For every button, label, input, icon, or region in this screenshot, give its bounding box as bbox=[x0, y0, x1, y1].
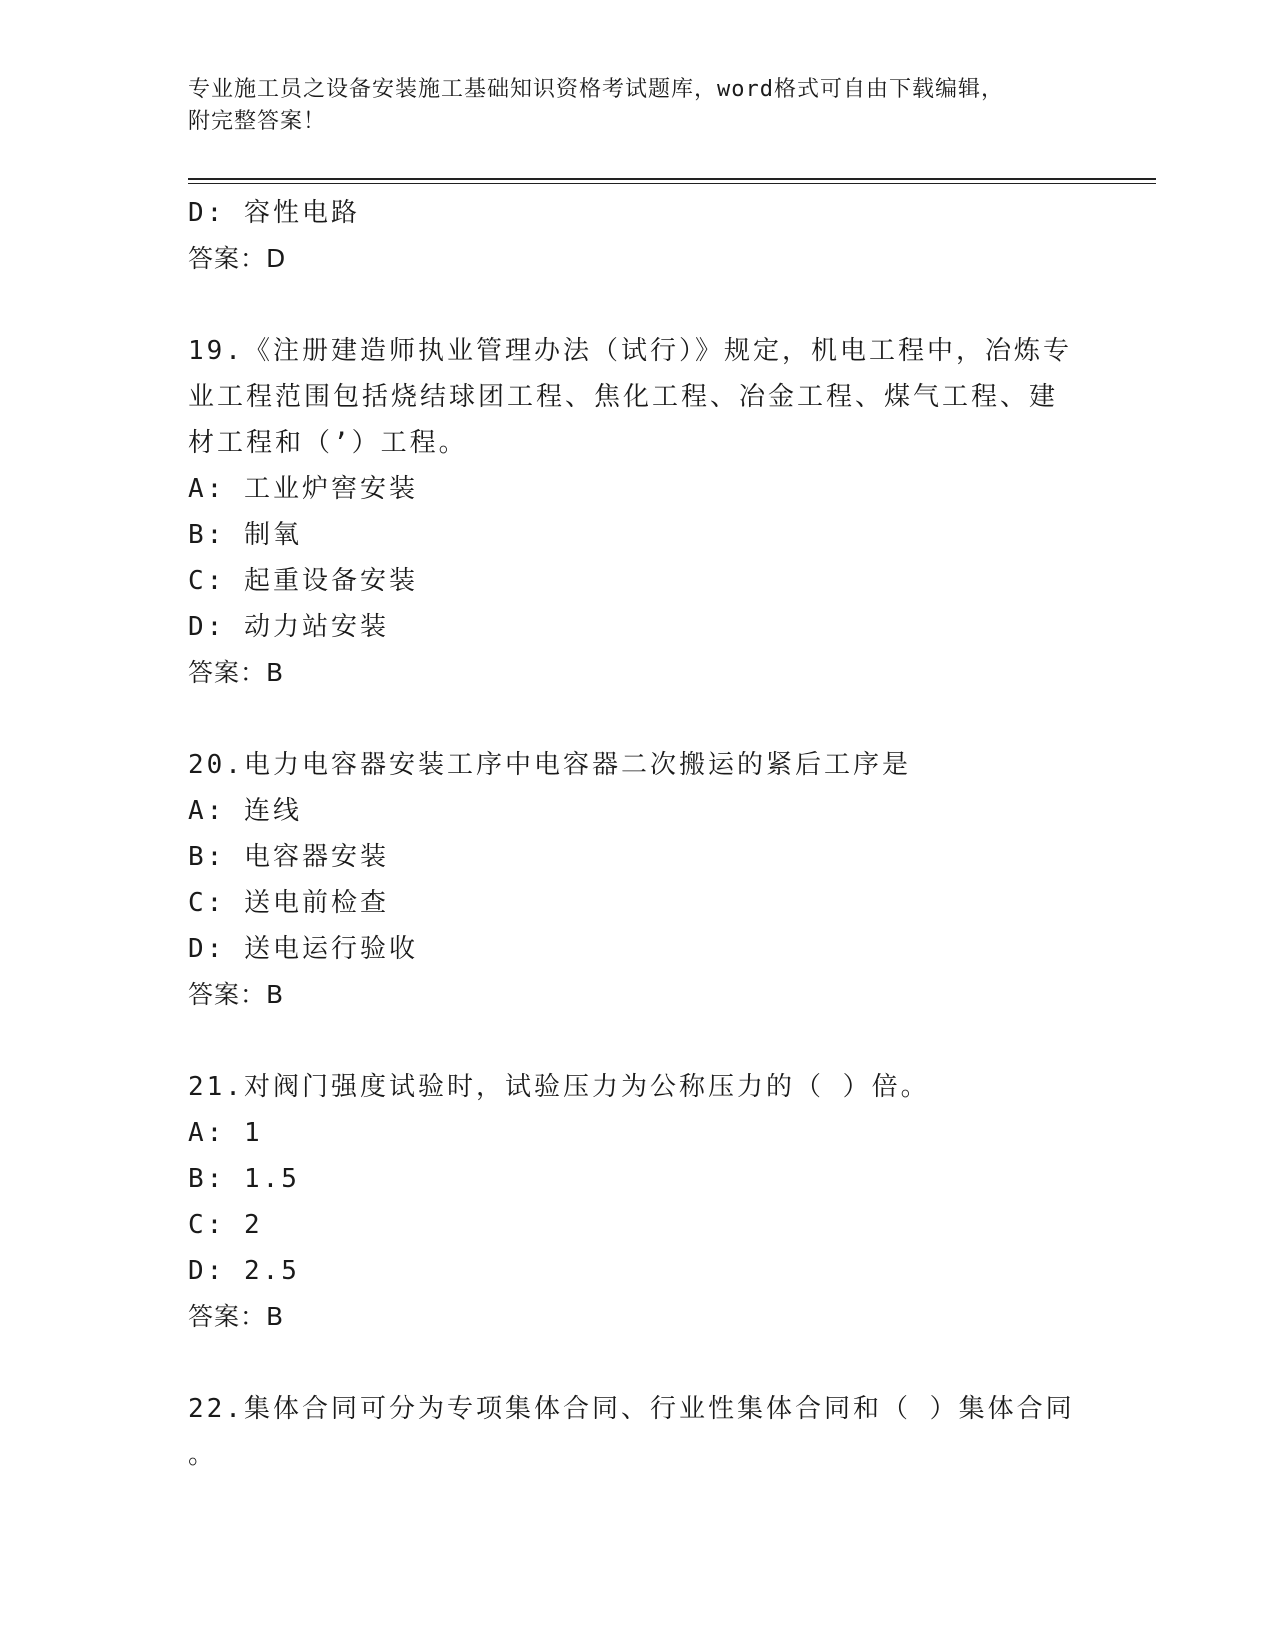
option-d: D: 送电运行验收 bbox=[188, 934, 418, 964]
header-line-1: 专业施工员之设备安装施工基础知识资格考试题库，word格式可自由下载编辑， bbox=[188, 77, 1004, 102]
option-b: B: 电容器安装 bbox=[188, 842, 389, 872]
question-19 bbox=[188, 328, 1088, 696]
option-b: B: 1.5 bbox=[188, 1164, 300, 1194]
header-line-2: 附完整答案！ bbox=[188, 109, 327, 134]
option-d: D: 容性电路 bbox=[188, 198, 360, 228]
document-body bbox=[188, 190, 1088, 1478]
question-text: 19.《注册建造师执业管理办法（试行）》规定，机电工程中，冶炼专 业工程范围包括烧结球团工程、焦化工程、冶金工程、煤气工程、建 材工程和（’）工程。 bbox=[188, 336, 1072, 458]
option-d: D: 动力站安装 bbox=[188, 612, 389, 642]
question-20 bbox=[188, 742, 1088, 1018]
header-divider-thin bbox=[188, 183, 1156, 184]
option-c: C: 送电前检查 bbox=[188, 888, 389, 918]
carryover-block bbox=[188, 190, 1088, 282]
question-text: 22.集体合同可分为专项集体合同、行业性集体合同和（ ）集体合同 。 bbox=[188, 1394, 1075, 1470]
option-d: D: 2.5 bbox=[188, 1256, 300, 1286]
option-c: C: 起重设备安装 bbox=[188, 566, 418, 596]
question-text: 21.对阀门强度试验时，试验压力为公称压力的（ ）倍。 bbox=[188, 1072, 930, 1102]
document-header bbox=[188, 74, 1088, 138]
question-22 bbox=[188, 1386, 1088, 1478]
option-b: B: 制氧 bbox=[188, 520, 302, 550]
answer-line: 答案：D bbox=[188, 244, 287, 273]
option-a: A: 连线 bbox=[188, 796, 302, 826]
header-divider-thick bbox=[188, 178, 1156, 180]
answer-line: 答案：B bbox=[188, 980, 285, 1009]
question-21 bbox=[188, 1064, 1088, 1340]
answer-line: 答案：B bbox=[188, 1302, 285, 1331]
option-a: A: 1 bbox=[188, 1118, 263, 1148]
answer-line: 答案：B bbox=[188, 658, 285, 687]
question-text: 20.电力电容器安装工序中电容器二次搬运的紧后工序是 bbox=[188, 750, 911, 780]
option-c: C: 2 bbox=[188, 1210, 263, 1240]
option-a: A: 工业炉窖安装 bbox=[188, 474, 418, 504]
